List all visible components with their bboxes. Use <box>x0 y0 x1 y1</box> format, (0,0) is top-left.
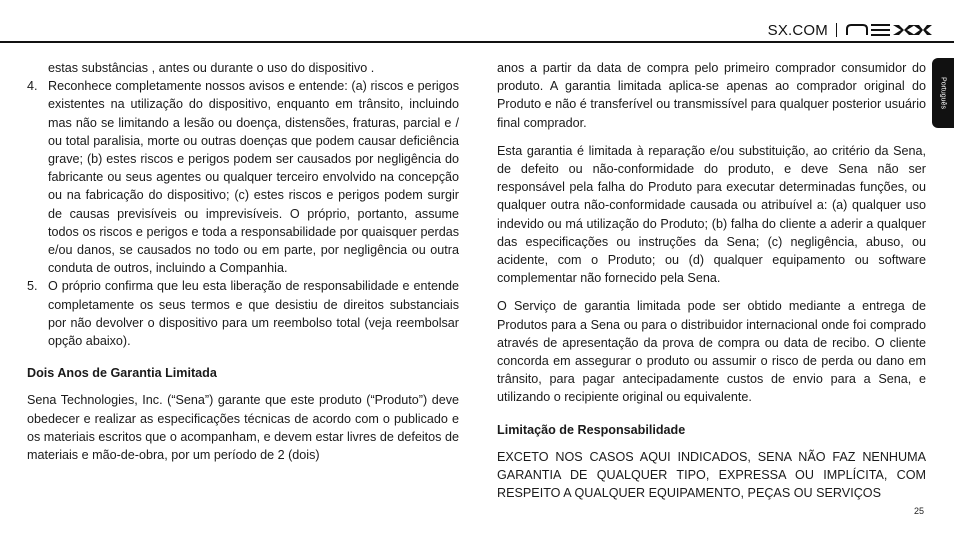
language-side-tab <box>932 58 954 128</box>
section-heading-warranty: Dois Anos de Garantia Limitada <box>27 366 217 381</box>
list-item-text: O próprio confirma que leu esta liberação de responsabilidade e entende completamente os seus termos e que desistiu de direitos substanciais por não devolver o dispositivo para um reembolso total (veja reembolsar opção abaixo). <box>48 279 459 349</box>
paragraph: Sena Technologies, Inc. (“Sena”) garante que este produto (“Produto”) deve obedecer e realizar as especificações técnicas de acordo com o publicado e os materiais escritos que o acompanham, e devem estar livres de defeitos de materiais e mão-de-obra, por um período de 2 (dois) <box>27 393 459 463</box>
header-divider <box>836 23 837 37</box>
paragraph: anos a partir da data de compra pelo primeiro comprador consumidor do produto. A garantia limitada aplica-se apenas ao comprador original do Produto e não é transferível ou transmissível para qualquer posterior usuário final comprador. <box>497 61 926 130</box>
list-item <box>27 77 459 277</box>
left-column <box>27 59 459 474</box>
paragraph: Esta garantia é limitada à reparação e/ou substituição, ao critério da Sena, de defeito ou não-conformidade do produto, e deve Sena não ser responsável pela falha do Produto para executar determinadas funções, ou qualquer outra não-conformidade causada ou atribuível a: (a) qualquer uso indevido ou má utilização do Produto; (b) falha do cliente a aderir a qualquer das especificações ou instruções da Sena; (c) negligência, abuso, ou acidente, com o Produto; ou (d) qualquer equipamento ou software complementar não fornecido pela Sena. <box>497 143 926 286</box>
header-rule <box>0 41 954 43</box>
header-brand <box>768 20 932 40</box>
right-column <box>497 59 926 512</box>
list-item <box>27 277 459 350</box>
list-item-number: 4. <box>27 79 38 94</box>
list-item-text: Reconhece completamente nossos avisos e entende: (a) riscos e perigos existentes na utilização do dispositivo, enquanto em trânsito, incluindo mas não se limitando a lesão ou doença, distensões, fraturas, parcial e / ou total paralisia, morte ou outras doenças que podem causar deficiência grave; (b) estes riscos e perigos podem ser causados por negligência do fabricante ou seus agentes ou qualquer terceiro envolvido na concepção ou na fabricação do dispositivo; (c) estes riscos e perigos podem surgir de causas previsíveis ou imprevisíveis. O próprio, portanto, assume todos os riscos e perigos e toda a responsabilidade por quaisquer perdas e/ou danos, se causados no todo ou em parte, por negligência ou outra conduta de outros, incluindo a Companhia. <box>48 79 459 276</box>
nexx-logo <box>846 24 932 36</box>
brand-website: SX.COM <box>767 21 828 39</box>
continued-item-text: estas substâncias , antes ou durante o uso do dispositivo . <box>48 61 375 75</box>
page-number: 25 <box>913 506 924 516</box>
language-label: Português <box>939 77 947 109</box>
list-item-number: 5. <box>27 279 38 294</box>
section-heading-liability: Limitação de Responsabilidade <box>497 422 686 437</box>
paragraph: O Serviço de garantia limitada pode ser obtido mediante a entrega de Produtos para a Sena ou para o distribuidor internacional onde foi comprado através de apresentação da prova de compra ou data de recibo. O cliente concorda em assegurar o produto ou assumir o risco de perda ou dano em trânsito, para pagar antecipadamente custos de envio para a Sena, e utilizando o recipiente original ou equivalente. <box>497 299 926 405</box>
paragraph: EXCETO NOS CASOS AQUI INDICADOS, SENA NÃO FAZ NENHUMA GARANTIA DE QUALQUER TIPO, EXPRESSA OU IMPLÍCITA, COM RESPEITO A QUALQUER EQUIPAMENTO, PEÇAS OU SERVIÇOS <box>497 449 926 501</box>
